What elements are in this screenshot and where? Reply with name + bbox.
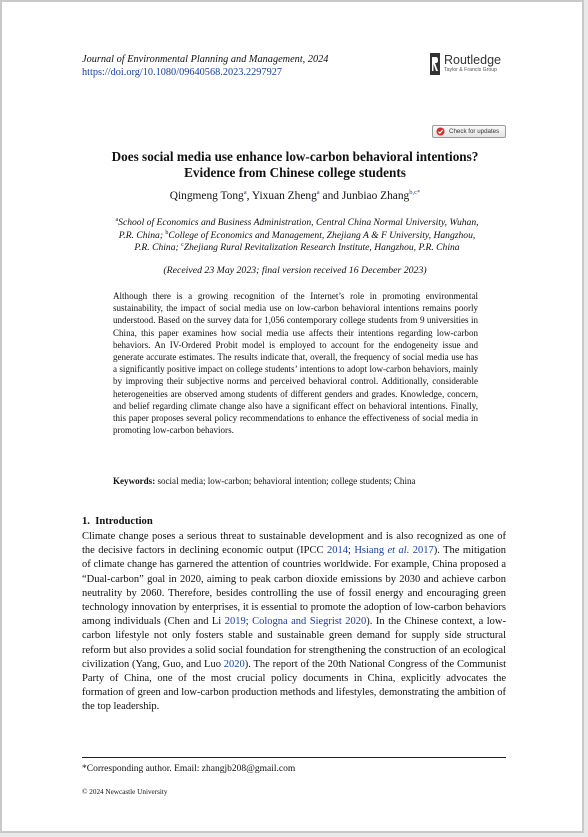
routledge-icon <box>430 53 440 75</box>
author-name: Yixuan Zheng <box>251 189 317 202</box>
received-dates: (Received 23 May 2023; final version received 16 December 2023) <box>163 265 427 276</box>
check-updates-label: Check for updates <box>449 128 500 135</box>
body-text: ). The mitigation of climate change has garnered the attention of countries worldwide. For example, China proposed a “Dual-carbon” goal in 2020, aiming to peak carbon dioxide emissions by 2030 and achieve carbon neutrality by 2060. Therefore, besides controlling the use of fossil energy and encouraging green technology innovation by enterprises, it is essential to promote the adoption of low-carbon behaviors among individuals (Chen and Li <box>82 545 507 628</box>
affiliation-mark: c <box>181 242 184 248</box>
body-text: ). In the Chinese context, a low-carbon lifestyle not only fosters stable and sustainable green demand for supply side structural reform but also provides a solid social foundation for strengthening the construction of an ecological civilization (Yang, Guo, and Luo <box>82 616 506 670</box>
affiliation-line-3 <box>87 239 507 255</box>
citation-link[interactable]: 2019 <box>224 616 246 628</box>
affiliation-text: College of Economics and Management, Zhejiang A & F University, Hangzhou, <box>168 229 476 241</box>
author-separator: , <box>246 189 252 202</box>
affiliation-text: Zhejiang Rural Revitalization Research Institute, Hangzhou, P.R. China <box>183 242 460 254</box>
corresponding-author-footnote: *Corresponding author. Email: zhangjb208@gmail.com <box>82 764 296 774</box>
check-for-updates-button[interactable] <box>432 125 506 138</box>
affiliation-text: P.R. China; <box>118 229 166 241</box>
affiliation-mark: a <box>115 217 119 223</box>
check-updates-icon <box>436 127 445 136</box>
footnote-divider <box>82 757 506 758</box>
affiliation-text: School of Economics and Business Administration, Central China Normal University, Wuhan, <box>118 217 479 229</box>
article-title-line-1: Does social media use enhance low-carbon behavioral intentions? <box>111 149 479 164</box>
body-text: ). The report of the 20th National Congress of the Communist Party of China, one of the most crucial policy documents in China, explicitly advocates the formation of green and low-carbon production methods and lifestyles, demonstrating the ambition of the top leadership. <box>82 658 506 713</box>
citation-link[interactable]: 2014 <box>326 545 348 557</box>
affiliation-mark: b <box>165 229 169 236</box>
citation-link[interactable]: Hsiang <box>354 545 388 557</box>
keywords-list: social media; low-carbon; behavioral intention; college students; China <box>157 476 416 486</box>
author-affiliation-mark[interactable]: a <box>243 189 247 196</box>
body-text: Climate change poses a serious threat to sustainable development and is also recognized as one of the decisive factors in declining economic output (IPCC <box>82 531 506 557</box>
article-title-line-2: Evidence from Chinese college students <box>184 165 406 180</box>
keywords <box>113 475 478 487</box>
author-list <box>42 186 548 203</box>
citation-link[interactable]: Cologna and Siegrist 2020 <box>252 616 367 628</box>
author-affiliation-mark[interactable]: b,c* <box>409 189 421 196</box>
doi-link[interactable]: https://doi.org/10.1080/09640568.2023.2297927 <box>82 67 283 78</box>
author-separator: and <box>319 189 342 202</box>
author-affiliation-mark[interactable]: a <box>316 189 320 196</box>
introduction-body <box>82 530 506 715</box>
citation-link[interactable]: 2017 <box>409 545 434 557</box>
body-text: ; <box>347 545 355 557</box>
journal-citation: Journal of Environmental Planning and Management, 2024 <box>82 54 329 65</box>
publisher-subtitle: Taylor & Francis Group <box>444 67 498 73</box>
abstract: Although there is a growing recognition of the Internet’s role in promoting environmental sustainability, the impact of social media use on low-carbon behavioral intentions remains poorly understood. Based on the survey data for 1,056 contemporary college students from 9 universities in China, this paper examines how social media use affects their intentions regarding low-carbon behaviors. An IV-Ordered Probit model is employed to account for the endogeneity issue and generate accurate estimates. The results indicate that, overall, the frequency of social media use has a significantly positive impact on college students’ intentions to adopt low-carbon behaviors, mainly by improving their subjective norms and perceived behavioral control. Additionally, considerable heterogeneities are observed among students of different genders and grades. Knowledge, concern, and belief regarding climate change also have a significant effect on behavioral intentions. Finally, this paper proposes several policy recommendations to enhance the effectiveness of social media in promoting low-carbon behaviors. <box>113 291 478 436</box>
author-name: Qingmeng Tong <box>169 189 244 202</box>
publisher-logo[interactable] <box>430 53 520 79</box>
copyright-notice: © 2024 Newcastle University <box>82 788 168 796</box>
body-text: ; <box>245 616 253 628</box>
publisher-name: Routledge <box>444 53 501 67</box>
affiliation-text: P.R. China; <box>134 242 182 254</box>
keywords-label: Keywords: <box>113 476 156 486</box>
author-name: Junbiao Zhang <box>341 189 410 202</box>
citation-link[interactable]: 2020 <box>223 658 245 670</box>
section-heading-introduction: 1. Introduction <box>82 516 153 527</box>
citation-link[interactable]: et al. <box>387 545 410 557</box>
